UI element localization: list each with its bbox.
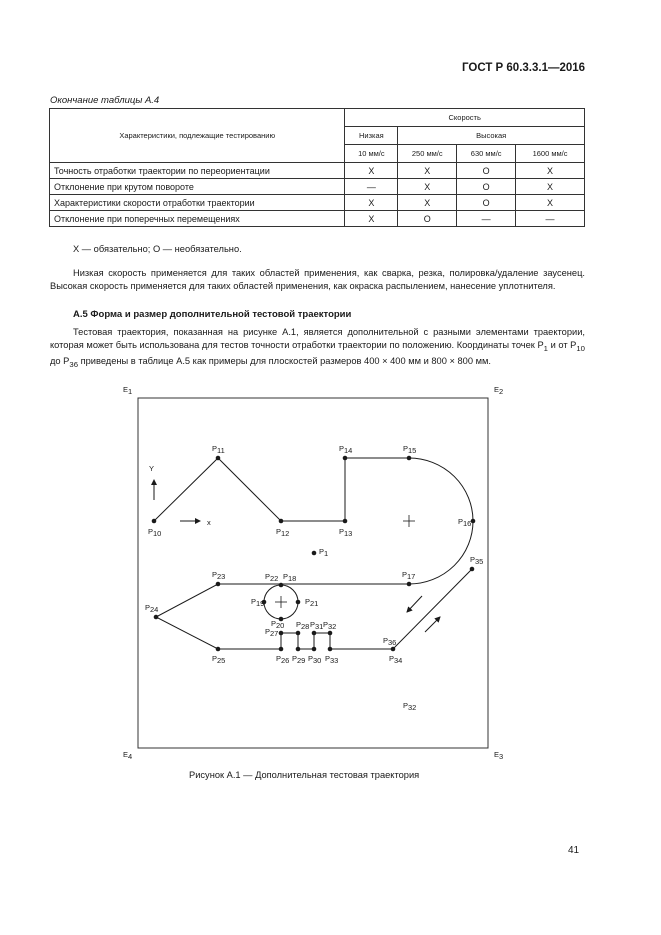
point-label: P35 — [470, 555, 484, 566]
paragraph: Низкая скорость применяется для таких областей применения, как сварка, резка, полировка/удаление заусенец. Высокая скорость применяется для таких областей применения, как окраска распылением, нанесение уплотнителя. — [50, 268, 585, 291]
point-label: P12 — [276, 527, 290, 538]
text-run: Тестовая траектория, показанная на рисунке А.1, является дополнительной с разными элементами траектории, которая может быть использована для тестов точности отработки траектории по положению. Координаты точек P — [50, 327, 585, 350]
row-label: Характеристики скорости отработки траектории — [50, 195, 345, 211]
point-marker — [279, 583, 284, 588]
point-label: P10 — [148, 527, 162, 538]
header-speed-value: 250 мм/с — [398, 145, 457, 163]
point-marker — [279, 647, 284, 652]
table-cell: X — [345, 163, 398, 179]
point-marker — [391, 647, 396, 652]
corner-label: E2 — [494, 385, 504, 396]
row-label: Отклонение при поперечных перемещениях — [50, 211, 345, 227]
point-marker — [152, 519, 157, 524]
table-cell: X — [345, 211, 398, 227]
table-cell: X — [516, 163, 585, 179]
point-marker — [296, 631, 301, 636]
axis-y-label: Y — [149, 464, 155, 473]
point-marker — [296, 600, 301, 605]
header-high: Высокая — [398, 127, 585, 145]
point-label: P13 — [339, 527, 353, 538]
table-cell: X — [398, 163, 457, 179]
point-label: P24 — [145, 603, 159, 614]
header-characteristics: Характеристики, подлежащие тестированию — [50, 109, 345, 163]
point-label: P23 — [212, 570, 226, 581]
point-marker — [279, 519, 284, 524]
point-marker — [312, 647, 317, 652]
axis-arrows — [154, 480, 440, 632]
corner-label: E3 — [494, 750, 504, 761]
subscript: 36 — [69, 359, 79, 369]
header-speed-value: 1600 мм/с — [516, 145, 585, 163]
point-marker — [279, 631, 284, 636]
table-cell: O — [457, 163, 516, 179]
point-label: P20 — [271, 619, 285, 630]
point-label: P15 — [403, 444, 417, 455]
point-marker — [407, 582, 412, 587]
point-label: P19 — [251, 597, 265, 608]
point-marker — [328, 631, 333, 636]
point-label: P30 — [308, 654, 322, 665]
point-label: P14 — [339, 444, 353, 455]
point-marker — [154, 615, 159, 620]
table-legend: X — обязательно; O — необязательно. — [73, 244, 242, 254]
path-zigzag — [154, 458, 409, 521]
point-label: P21 — [305, 597, 319, 608]
point-label: P34 — [389, 654, 403, 665]
header-speed-value: 630 мм/с — [457, 145, 516, 163]
table-cell: O — [398, 211, 457, 227]
point-marker — [407, 456, 412, 461]
corner-label: E1 — [123, 385, 133, 396]
point-marker — [296, 647, 301, 652]
table-cell: O — [457, 179, 516, 195]
point-label: P16 — [458, 517, 472, 528]
path-semicircle-lower — [409, 521, 473, 584]
point-marker — [343, 456, 348, 461]
table-cell: O — [457, 195, 516, 211]
point-label: P1 — [319, 547, 329, 558]
point-marker — [312, 551, 317, 556]
document-code: ГОСТ Р 60.3.3.1—2016 — [462, 62, 586, 74]
subscript: 1 — [543, 343, 548, 353]
page-number: 41 — [568, 845, 580, 856]
point-label: P28 — [296, 620, 310, 631]
table-cell: — — [345, 179, 398, 195]
point-label: P32 — [403, 701, 417, 712]
point-label: P29 — [292, 654, 306, 665]
point-marker — [328, 647, 333, 652]
point-label: P22 — [265, 572, 279, 583]
point-label: P27 — [265, 627, 279, 638]
table-cell: — — [516, 211, 585, 227]
point-marker — [216, 582, 221, 587]
figure-caption: Рисунок А.1 — Дополнительная тестовая траектория — [189, 770, 420, 780]
point-marker — [343, 519, 348, 524]
table-cell: X — [345, 195, 398, 211]
table-cell: X — [516, 179, 585, 195]
point-label: P32 — [323, 620, 337, 631]
point-label: P33 — [325, 654, 339, 665]
text-run: до P — [50, 355, 70, 366]
header-speed-value: 10 мм/с — [345, 145, 398, 163]
point-marker — [216, 456, 221, 461]
header-low: Низкая — [345, 127, 398, 145]
header-speed: Скорость — [345, 109, 585, 127]
point-marker — [471, 519, 476, 524]
table-caption: Окончание таблицы А.4 — [50, 95, 160, 106]
point-label: P18 — [283, 572, 297, 583]
point-labels — [145, 444, 483, 712]
point-label: P36 — [383, 636, 397, 647]
point-label: P26 — [276, 654, 290, 665]
axis-x-label: x — [207, 518, 211, 527]
table-cell: — — [457, 211, 516, 227]
table-cell: X — [398, 195, 457, 211]
corner-label: E4 — [123, 750, 133, 761]
point-marker — [312, 631, 317, 636]
subscript: 10 — [576, 343, 585, 353]
text-run: и от P — [547, 340, 577, 350]
table-cell: X — [398, 179, 457, 195]
table-cell: X — [516, 195, 585, 211]
plane-border — [138, 398, 488, 748]
point-label: P25 — [212, 654, 226, 665]
path-loop — [156, 569, 472, 649]
point-label: P31 — [310, 620, 324, 631]
point-label: P17 — [402, 570, 416, 581]
path-semicircle — [409, 458, 473, 521]
point-marker — [216, 647, 221, 652]
section-title: А.5 Форма и размер дополнительной тестовой траектории — [73, 309, 352, 320]
text-run: приведены в таблице А.5 как примеры для плоскостей размеров 400 × 400 мм и 800 × 800 мм. — [78, 355, 491, 366]
row-label: Отклонение при крутом повороте — [50, 179, 345, 195]
point-marker — [470, 567, 475, 572]
point-label: P11 — [212, 444, 225, 455]
row-label: Точность отработки траектории по переориентации — [50, 163, 345, 179]
